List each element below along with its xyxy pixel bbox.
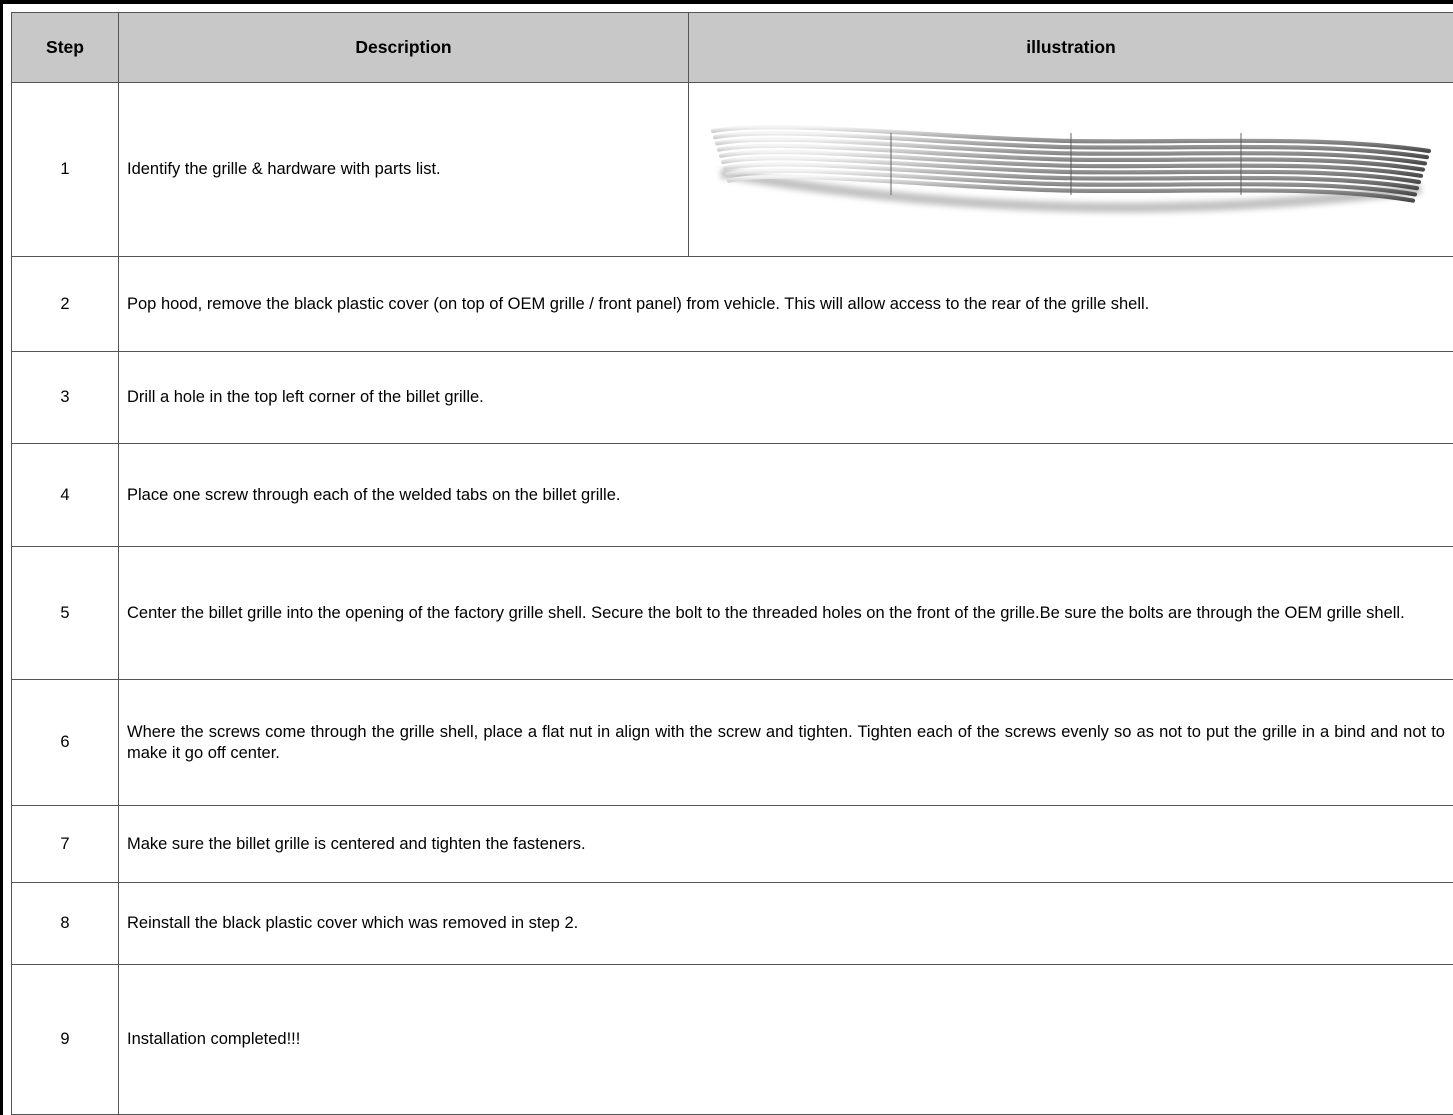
step-number: 8 [12, 883, 119, 965]
table-row [12, 257, 1453, 352]
header-step: Step [12, 13, 119, 83]
step-number: 4 [12, 444, 119, 547]
table-row [12, 83, 1453, 257]
step-number: 9 [12, 965, 119, 1115]
step-number: 7 [12, 806, 119, 883]
table-row [12, 444, 1453, 547]
table-row [12, 883, 1453, 965]
step-number: 2 [12, 257, 119, 352]
table-row [12, 680, 1453, 806]
step-number: 3 [12, 352, 119, 444]
step-description: Drill a hole in the top left corner of the billet grille. [119, 352, 1453, 444]
step-description: Center the billet grille into the opening of the factory grille shell. Secure the bolt to the threaded holes on the front of the grille.Be sure the bolts are through the OEM grille shell. [119, 547, 1453, 680]
table-row [12, 965, 1453, 1115]
step-description: Pop hood, remove the black plastic cover (on top of OEM grille / front panel) from vehicle. This will allow access to the rear of the grille shell. [119, 257, 1453, 352]
table-row [12, 352, 1453, 444]
illustration-cell [689, 83, 1453, 257]
installation-steps-table [11, 12, 1453, 1115]
step-description: Place one screw through each of the welded tabs on the billet grille. [119, 444, 1453, 547]
step-description: Installation completed!!! [119, 965, 1453, 1115]
step-description: Make sure the billet grille is centered and tighten the fasteners. [119, 806, 1453, 883]
billet-grille-image [701, 115, 1441, 225]
step-description: Reinstall the black plastic cover which was removed in step 2. [119, 883, 1453, 965]
table-header-row [12, 13, 1453, 83]
step-number: 5 [12, 547, 119, 680]
step-description: Where the screws come through the grille shell, place a flat nut in align with the screw and tighten. Tighten each of the screws evenly so as not to put the grille in a bind and not to make it go off center. [119, 680, 1453, 806]
header-description: Description [119, 13, 689, 83]
table-row [12, 806, 1453, 883]
step-description: Identify the grille & hardware with parts list. [119, 83, 689, 257]
header-illustration: illustration [689, 13, 1453, 83]
table-row [12, 547, 1453, 680]
step-number: 6 [12, 680, 119, 806]
step-number: 1 [12, 83, 119, 257]
